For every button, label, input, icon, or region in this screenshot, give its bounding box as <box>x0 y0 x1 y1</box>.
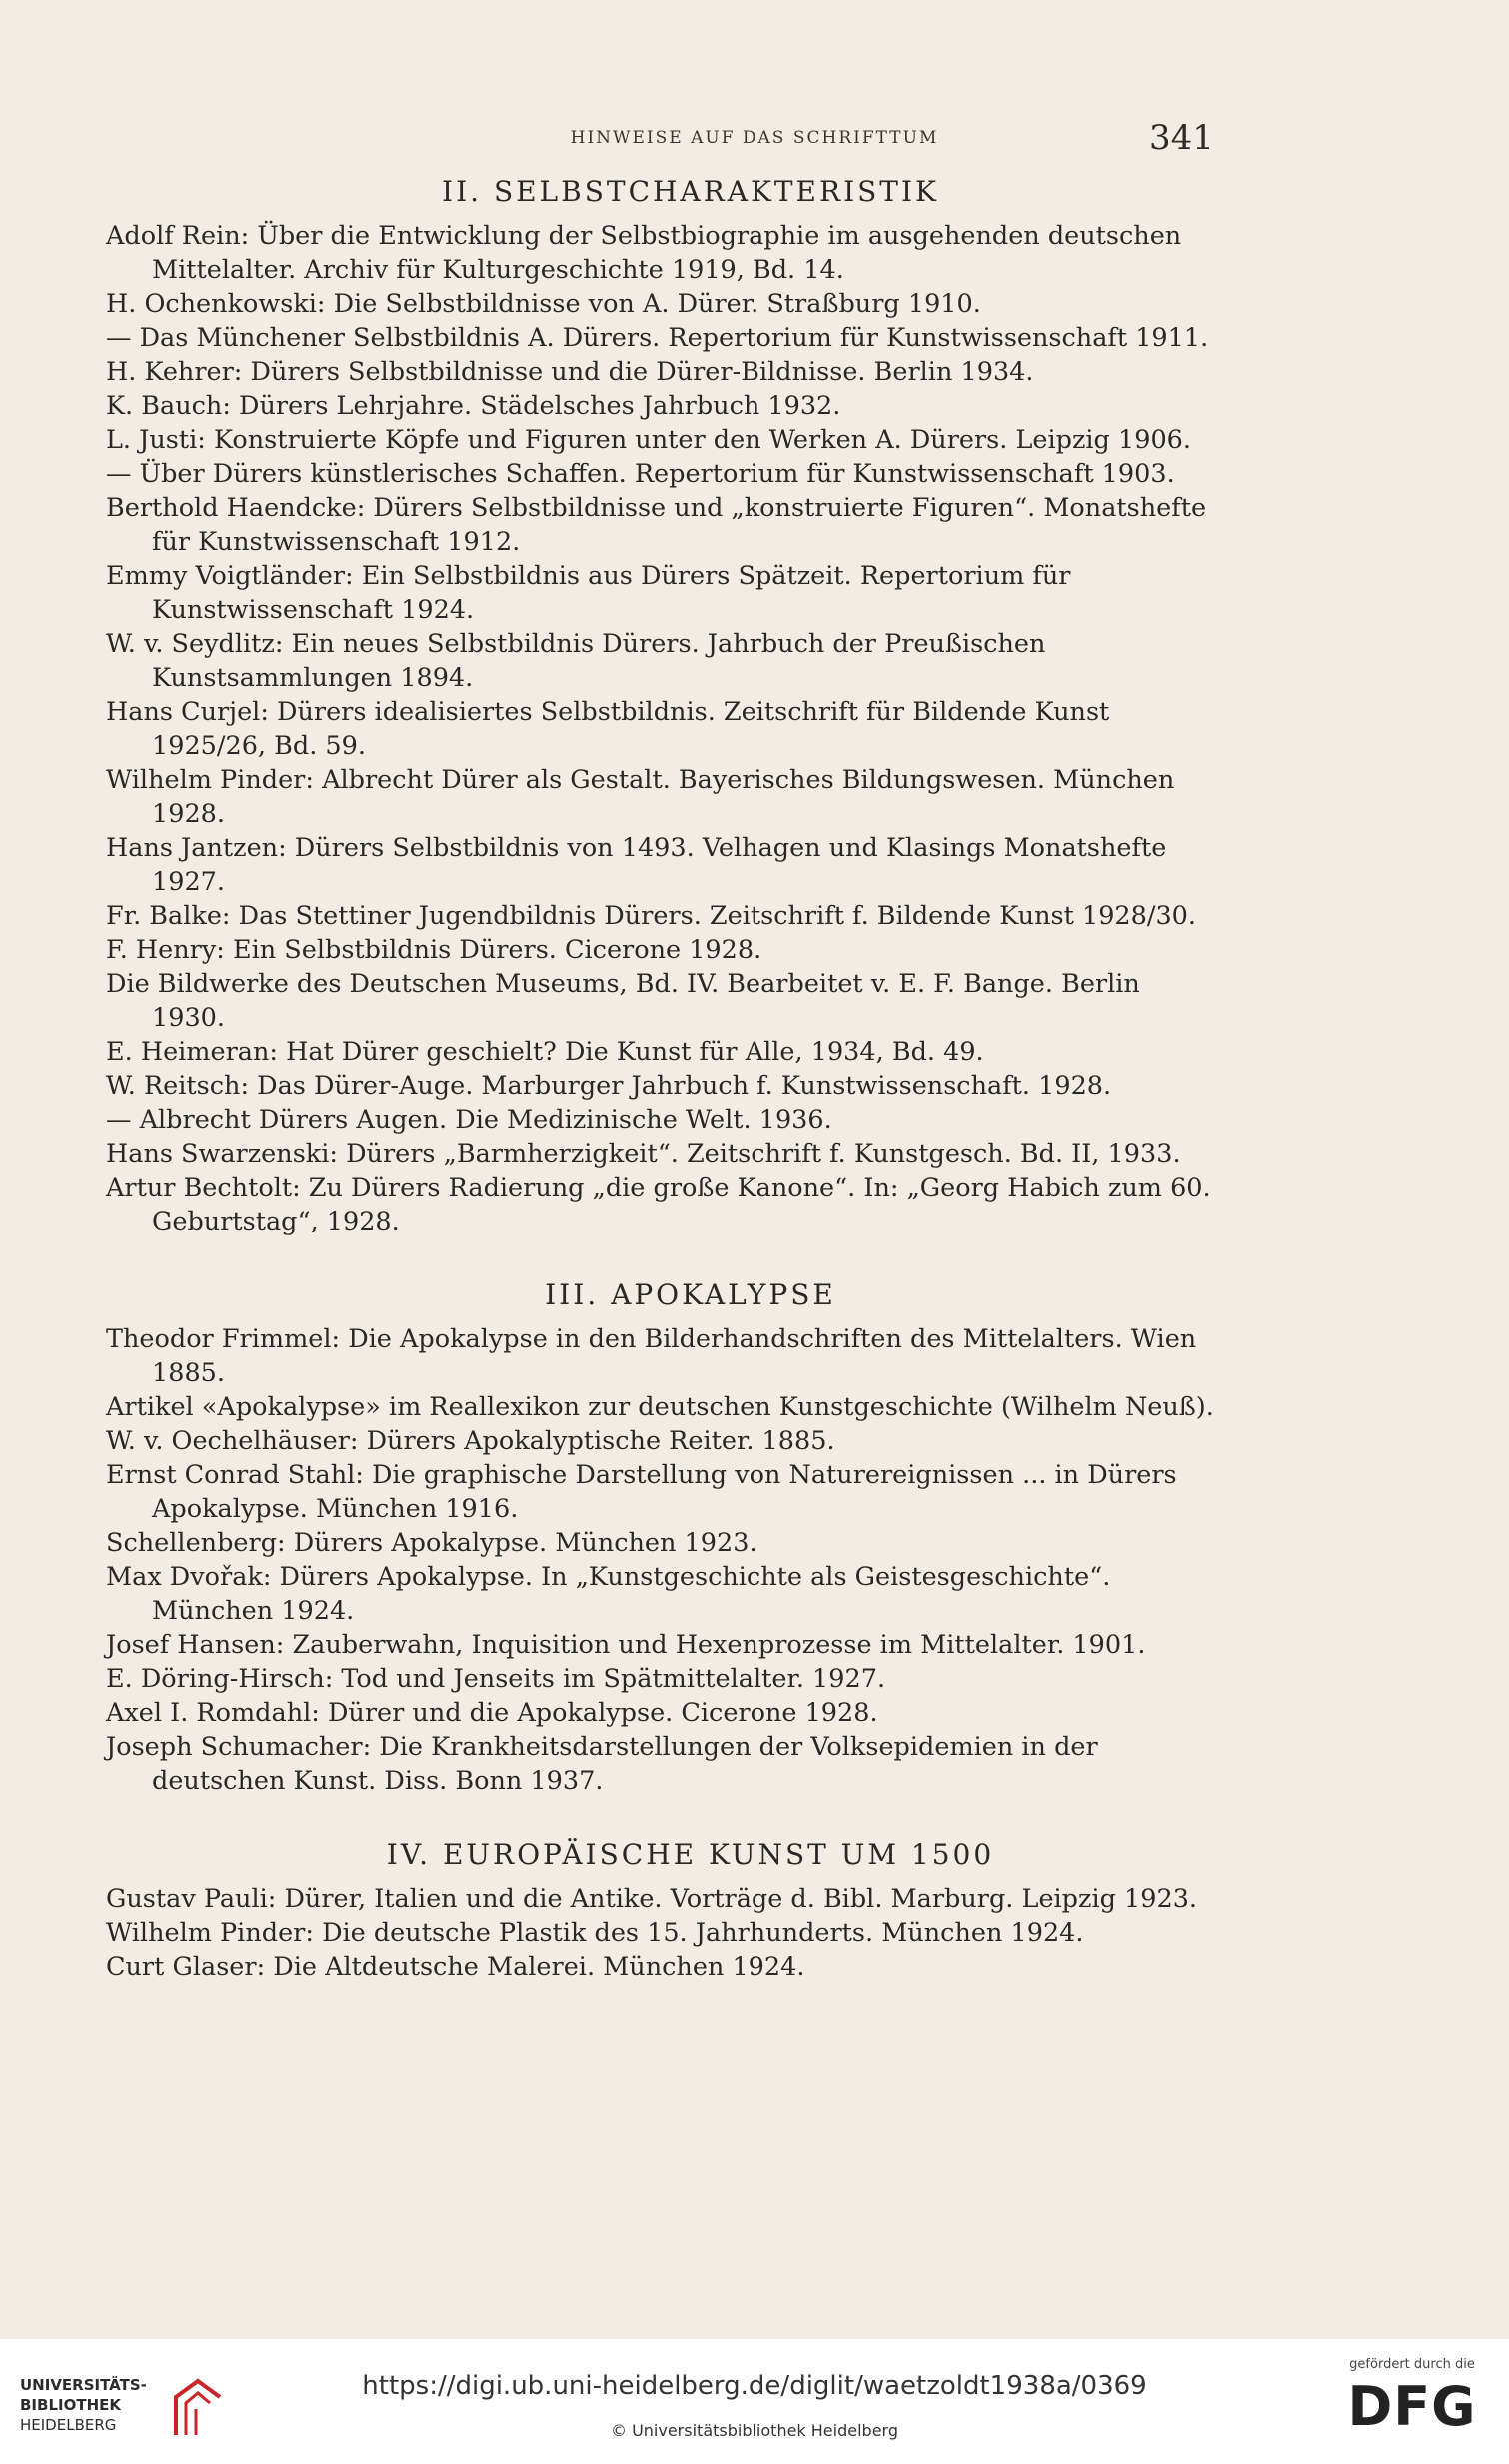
bibliography-entry: W. Reitsch: Das Dürer-Auge. Marburger Jahrbuch f. Kunstwissenschaft. 1928. <box>106 1071 1112 1101</box>
bibliography-entry: Curt Glaser: Die Altdeutsche Malerei. München 1924. <box>106 1952 805 1982</box>
section-title: II. SELBSTCHARAKTERISTIK <box>442 175 939 208</box>
bibliography-entry: W. v. Oechelhäuser: Dürers Apokalyptische Reiter. 1885. <box>106 1426 835 1456</box>
bibliography-entry: Adolf Rein: Über die Entwicklung der Selbstbiographie im ausgehenden deutschen Mittelalter. Archiv für Kulturgeschichte 1919, Bd. 14. <box>106 221 1182 285</box>
bibliography-entry: Die Bildwerke des Deutschen Museums, Bd. IV. Bearbeitet v. E. F. Bange. Berlin 1930. <box>106 969 1140 1033</box>
bibliography-entry: E. Heimeran: Hat Dürer geschielt? Die Kunst für Alle, 1934, Bd. 49. <box>106 1037 984 1067</box>
section-selbstcharakteristik <box>106 175 1215 1238</box>
dfg-sponsor-logo[interactable] <box>1337 2357 1487 2457</box>
section-title: III. APOKALYPSE <box>545 1278 836 1311</box>
bibliography-entry: Emmy Voigtländer: Ein Selbstbildnis aus Dürers Spätzeit. Repertorium für Kunstwissenschaft 1924. <box>106 561 1071 625</box>
bibliography-entry: — Über Dürers künstlerisches Schaffen. Repertorium für Kunstwissenschaft 1903. <box>106 459 1175 489</box>
bibliography-entry: Hans Jantzen: Dürers Selbstbildnis von 1493. Velhagen und Klasings Monatshefte 1927. <box>106 833 1167 897</box>
bibliography-entry: Theodor Frimmel: Die Apokalypse in den Bilderhandschriften des Mittelalters. Wien 1885. <box>106 1324 1197 1388</box>
bibliography-entry: Artikel «Apokalypse» im Reallexikon zur deutschen Kunstgeschichte (Wilhelm Neuß). <box>106 1392 1214 1422</box>
bibliography-entry: H. Ochenkowski: Die Selbstbildnisse von A. Dürer. Straßburg 1910. <box>106 289 981 319</box>
viewer-footer <box>0 2339 1509 2464</box>
bibliography-entry: — Das Münchener Selbstbildnis A. Dürers. Repertorium für Kunstwissenschaft 1911. <box>106 323 1209 353</box>
logo-line: UNIVERSITÄTS- <box>20 2376 147 2394</box>
bibliography-entry: Wilhelm Pinder: Albrecht Dürer als Gestalt. Bayerisches Bildungswesen. München 1928. <box>106 765 1175 829</box>
bibliography-entry: W. v. Seydlitz: Ein neues Selbstbildnis Dürers. Jahrbuch der Preußischen Kunstsammlungen 1894. <box>106 629 1046 693</box>
running-head: HINWEISE AUF DAS SCHRIFTTUM <box>570 128 939 148</box>
copyright-notice: © Universitätsbibliothek Heidelberg <box>610 2421 898 2440</box>
bibliography-entry: Fr. Balke: Das Stettiner Jugendbildnis Dürers. Zeitschrift f. Bildende Kunst 1928/30. <box>106 901 1197 931</box>
page-number: 341 <box>1149 118 1214 158</box>
entry-list <box>106 1322 1215 1798</box>
bibliography-entry: Wilhelm Pinder: Die deutsche Plastik des 15. Jahrhunderts. München 1924. <box>106 1918 1084 1948</box>
bibliography-entry: Axel I. Romdahl: Dürer und die Apokalypse. Cicerone 1928. <box>106 1698 878 1728</box>
bibliography-entry: Berthold Haendcke: Dürers Selbstbildnisse und „konstruierte Figuren“. Monatshefte für Kunstwissenschaft 1912. <box>106 493 1207 557</box>
sponsor-caption: gefördert durch die <box>1349 2357 1475 2372</box>
bibliography-entry: Schellenberg: Dürers Apokalypse. München 1923. <box>106 1528 757 1558</box>
bibliography-entry: Hans Curjel: Dürers idealisiertes Selbstbildnis. Zeitschrift für Bildende Kunst 1925/26, Bd. 59. <box>106 697 1110 761</box>
bibliography-entry: Joseph Schumacher: Die Krankheitsdarstellungen der Volksepidemien in der deutschen Kunst. Diss. Bonn 1937. <box>106 1732 1098 1796</box>
entry-list <box>106 1882 1215 1984</box>
bibliography-entry: H. Kehrer: Dürers Selbstbildnisse und die Dürer-Bildnisse. Berlin 1934. <box>106 357 1034 387</box>
bibliography-content <box>106 175 1215 1984</box>
logo-line: BIBLIOTHEK <box>20 2396 121 2414</box>
bibliography-entry: Artur Bechtolt: Zu Dürers Radierung „die große Kanone“. In: „Georg Habich zum 60. Geburtstag“, 1928. <box>106 1173 1211 1236</box>
bibliography-entry: K. Bauch: Dürers Lehrjahre. Städelsches Jahrbuch 1932. <box>106 391 841 421</box>
entry-list <box>106 219 1215 1238</box>
bibliography-entry: Ernst Conrad Stahl: Die graphische Darstellung von Naturereignissen ... in Dürers Apokalypse. München 1916. <box>106 1460 1177 1524</box>
section-apokalypse <box>106 1278 1215 1798</box>
bibliography-entry: F. Henry: Ein Selbstbildnis Dürers. Cicerone 1928. <box>106 935 762 965</box>
bibliography-entry: E. Döring-Hirsch: Tod und Jenseits im Spätmittelalter. 1927. <box>106 1664 886 1694</box>
section-title: IV. EUROPÄISCHE KUNST UM 1500 <box>386 1838 995 1871</box>
permalink-url[interactable]: https://digi.ub.uni-heidelberg.de/diglit/waetzoldt1938a/0369 <box>362 2371 1147 2401</box>
bibliography-entry: Josef Hansen: Zauberwahn, Inquisition und Hexenprozesse im Mittelalter. 1901. <box>106 1630 1146 1660</box>
dfg-logo-text: DFG <box>1347 2375 1477 2438</box>
section-europaeische-kunst <box>106 1838 1215 1984</box>
bibliography-entry: — Albrecht Dürers Augen. Die Medizinische Welt. 1936. <box>106 1105 832 1135</box>
bibliography-entry: Max Dvořak: Dürers Apokalypse. In „Kunstgeschichte als Geistesgeschichte“. München 1924. <box>106 1562 1111 1626</box>
bibliography-entry: L. Justi: Konstruierte Köpfe und Figuren unter den Werken A. Dürers. Leipzig 1906. <box>106 425 1191 455</box>
bibliography-entry: Gustav Pauli: Dürer, Italien und die Antike. Vorträge d. Bibl. Marburg. Leipzig 1923. <box>106 1884 1198 1914</box>
logo-line: HEIDELBERG <box>20 2416 117 2434</box>
bibliography-entry: Hans Swarzenski: Dürers „Barmherzigkeit“. Zeitschrift f. Kunstgesch. Bd. II, 1933. <box>106 1139 1181 1169</box>
